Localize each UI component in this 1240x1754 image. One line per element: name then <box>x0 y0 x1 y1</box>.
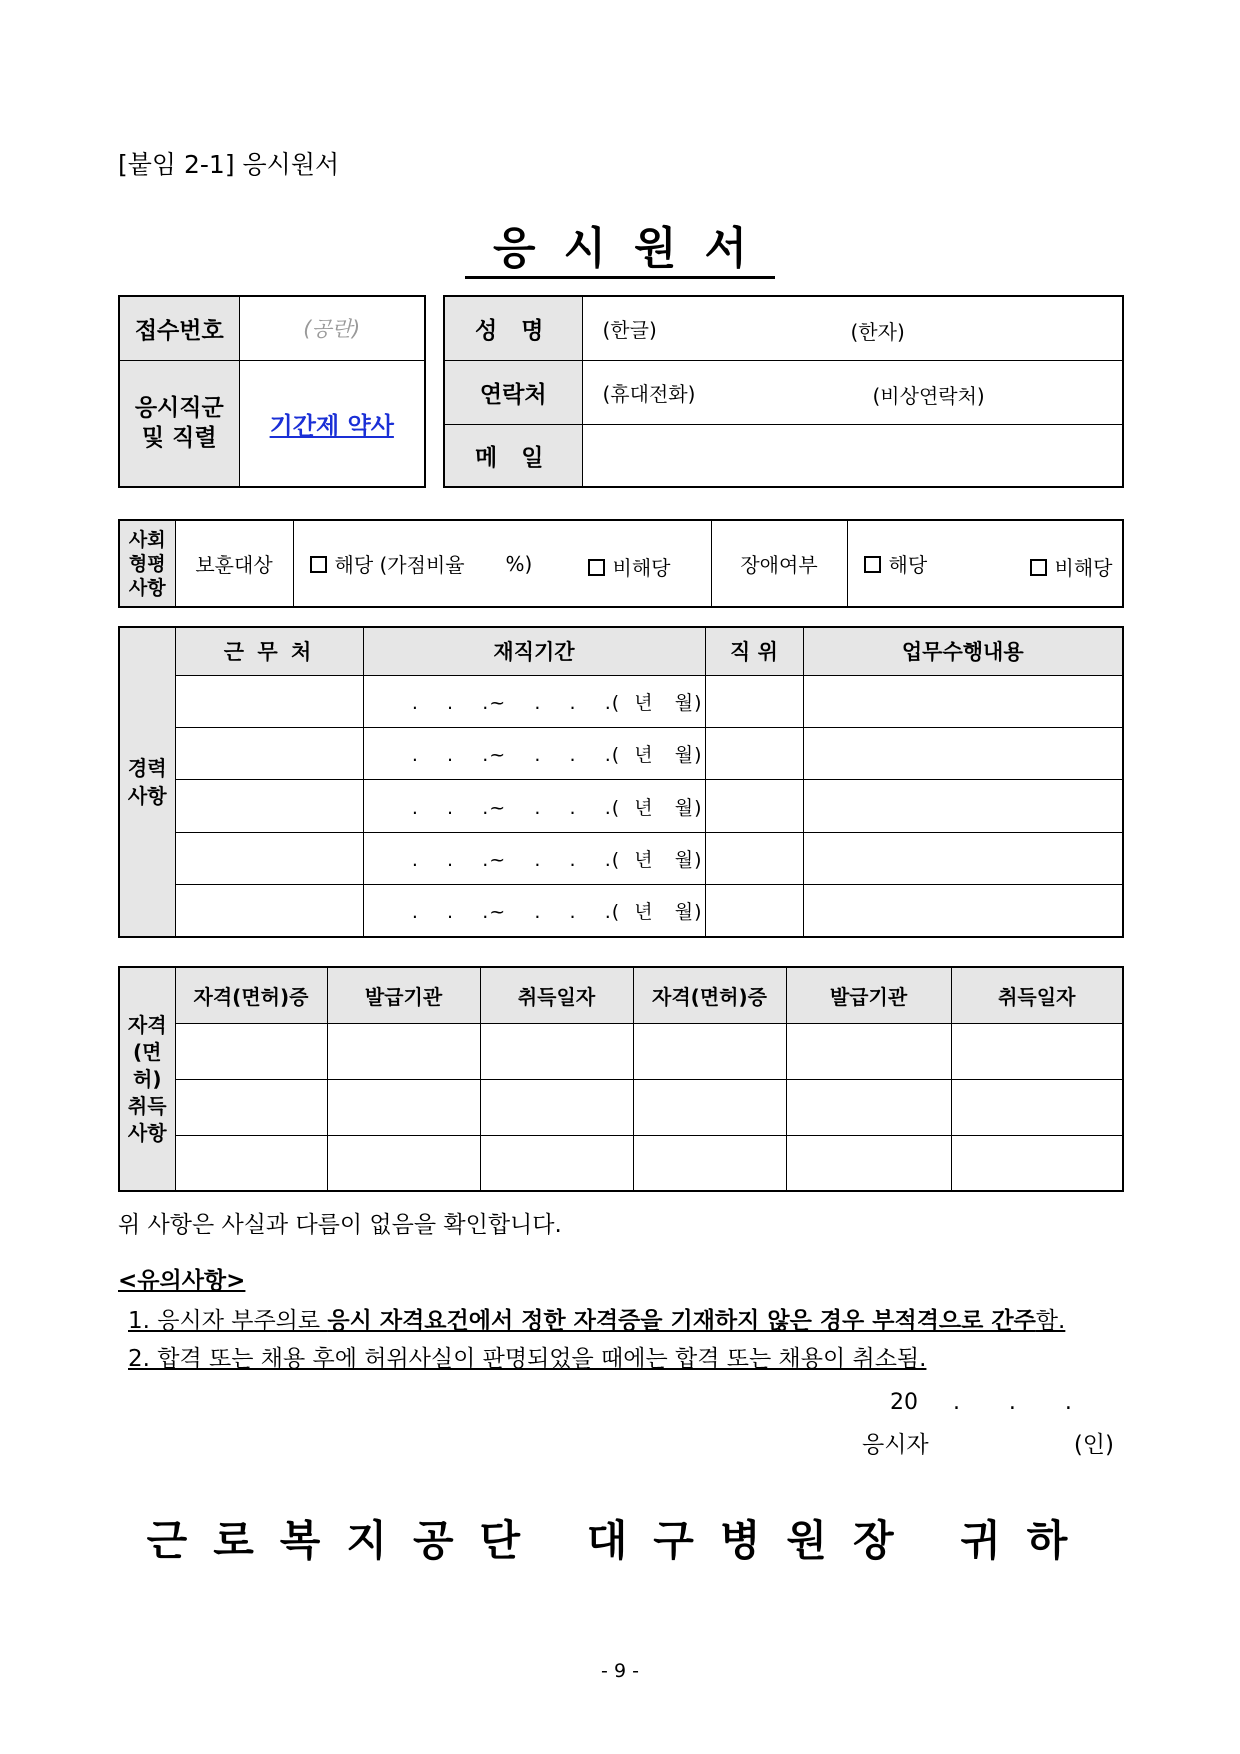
license-cell[interactable] <box>175 1135 327 1191</box>
license-cell[interactable] <box>327 1135 480 1191</box>
career-duties-cell[interactable] <box>803 728 1123 780</box>
career-workplace-cell[interactable] <box>175 728 363 780</box>
disability-yes-label: 해당 <box>888 553 928 577</box>
license-cell[interactable] <box>786 1079 951 1135</box>
career-position-cell[interactable] <box>705 832 803 884</box>
license-header-name: 자격(면허)증 <box>633 967 786 1023</box>
license-cell[interactable] <box>951 1023 1123 1079</box>
name-label: 성 명 <box>444 296 582 360</box>
career-workplace-cell[interactable] <box>175 832 363 884</box>
job-category-value-cell <box>239 360 425 487</box>
notice-item-1-lead: 1. 응시자 부주의로 <box>128 1308 328 1334</box>
social-equity-label <box>119 520 175 607</box>
notice-item-1-emphasis: 응시 자격요건에서 정한 자격증을 기재하지 않은 경우 부적격으로 간주 <box>327 1308 1036 1334</box>
notice-heading: <유의사항> <box>118 1268 246 1294</box>
license-header-name: 자격(면허)증 <box>175 967 327 1023</box>
email-field[interactable] <box>582 424 1123 487</box>
license-side-label-2: (면허) <box>133 1039 162 1091</box>
license-cell[interactable] <box>633 1079 786 1135</box>
disability-no-option <box>1030 552 1113 581</box>
name-field[interactable] <box>582 296 1123 360</box>
job-category-label-line1: 응시직군 <box>134 395 224 422</box>
license-cell[interactable] <box>327 1079 480 1135</box>
notice-item-2: 2. 합격 또는 채용 후에 허위사실이 판명되었을 때에는 합격 또는 채용이 취소됨. <box>128 1346 927 1372</box>
name-korean-label: (한글) <box>602 317 657 342</box>
career-position-cell[interactable] <box>705 675 803 727</box>
license-cell[interactable] <box>786 1023 951 1079</box>
applicant-label: 응시자 <box>862 1432 929 1458</box>
email-label: 메 일 <box>444 424 582 487</box>
form-title <box>0 212 1240 276</box>
license-cell[interactable] <box>633 1023 786 1079</box>
career-side-label <box>119 627 175 937</box>
license-cell[interactable] <box>480 1023 633 1079</box>
license-cell[interactable] <box>175 1079 327 1135</box>
license-cell[interactable] <box>786 1135 951 1191</box>
career-duties-cell[interactable] <box>803 780 1123 832</box>
career-duties-cell[interactable] <box>803 832 1123 884</box>
contact-mobile-label: (휴대전화) <box>602 381 696 406</box>
career-header-duties: 업무수행내용 <box>803 627 1123 675</box>
license-cell[interactable] <box>327 1023 480 1079</box>
career-side-label-1: 경력 <box>127 756 167 780</box>
veteran-label: 보훈대상 <box>175 520 293 607</box>
applicant-signature <box>862 1426 1114 1459</box>
name-hanja-label: (한자) <box>850 320 905 344</box>
career-workplace-cell[interactable] <box>175 675 363 727</box>
license-header-date: 취득일자 <box>951 967 1123 1023</box>
notice-item-1 <box>128 1302 1065 1335</box>
career-header-workplace: 근 무 처 <box>175 627 363 675</box>
job-category-label <box>119 360 239 487</box>
confirmation-statement: 위 사항은 사실과 다름이 없음을 확인합니다. <box>118 1212 562 1238</box>
career-duties-cell[interactable] <box>803 675 1123 727</box>
receipt-number-value: (공란) <box>239 296 425 360</box>
date-line[interactable]: 20 . . . <box>890 1390 1072 1415</box>
disability-label: 장애여부 <box>711 520 847 607</box>
attachment-label: [붙임 2-1] 응시원서 <box>118 150 340 179</box>
social-equity-label-2: 형평 <box>128 552 166 575</box>
career-workplace-cell[interactable] <box>175 780 363 832</box>
license-cell[interactable] <box>951 1079 1123 1135</box>
veteran-no-label: 비해당 <box>612 556 671 580</box>
veteran-percent-label: %) <box>505 552 533 576</box>
notice-item-1-tail: 함. <box>1035 1308 1066 1334</box>
career-position-cell[interactable] <box>705 885 803 937</box>
career-side-label-2: 사항 <box>127 784 167 808</box>
social-equity-label-3: 사항 <box>128 576 166 599</box>
receipt-number-label: 접수번호 <box>119 296 239 360</box>
job-category-value: 기간제 약사 <box>269 411 394 440</box>
license-header-issuer: 발급기관 <box>327 967 480 1023</box>
career-period-cell[interactable]: . . .~ . . .( 년 월) <box>363 885 705 937</box>
contact-field[interactable] <box>582 360 1123 424</box>
social-equity-label-1: 사회 <box>128 528 166 551</box>
career-period-cell[interactable]: . . .~ . . .( 년 월) <box>363 832 705 884</box>
license-side-label-4: 사항 <box>127 1120 167 1145</box>
license-header-date: 취득일자 <box>480 967 633 1023</box>
career-table <box>118 626 1124 938</box>
license-cell[interactable] <box>951 1135 1123 1191</box>
job-category-label-line2: 및 직렬 <box>141 425 217 452</box>
career-period-cell[interactable]: . . .~ . . .( 년 월) <box>363 675 705 727</box>
addressee: 근로복지공단 대구병원장 귀하 <box>146 1516 1094 1565</box>
license-side-label-3: 취득 <box>127 1093 167 1118</box>
license-side-label <box>119 967 175 1191</box>
veteran-no-option <box>588 552 671 581</box>
disability-yes-checkbox[interactable] <box>864 556 881 573</box>
form-title-text: 응시원서 <box>465 223 775 279</box>
page-number: - 9 - <box>601 1660 639 1682</box>
career-duties-cell[interactable] <box>803 885 1123 937</box>
disability-no-label: 비해당 <box>1054 556 1113 580</box>
career-position-cell[interactable] <box>705 728 803 780</box>
career-position-cell[interactable] <box>705 780 803 832</box>
veteran-yes-label: 해당 (가점비율 <box>334 553 465 577</box>
career-header-period: 재직기간 <box>363 627 705 675</box>
career-header-position: 직 위 <box>705 627 803 675</box>
veteran-options <box>293 520 711 607</box>
veteran-no-checkbox[interactable] <box>588 559 605 576</box>
disability-options <box>847 520 1123 607</box>
license-table <box>118 966 1124 1192</box>
seal-label[interactable]: (인) <box>1073 1432 1114 1458</box>
license-side-label-1: 자격 <box>127 1012 167 1037</box>
career-workplace-cell[interactable] <box>175 885 363 937</box>
personal-info-table <box>443 295 1124 488</box>
license-cell[interactable] <box>633 1135 786 1191</box>
receipt-table <box>118 295 426 488</box>
veteran-yes-checkbox[interactable] <box>310 556 327 573</box>
contact-label: 연락처 <box>444 360 582 424</box>
license-cell[interactable] <box>175 1023 327 1079</box>
social-equity-table <box>118 519 1124 608</box>
career-period-cell[interactable]: . . .~ . . .( 년 월) <box>363 728 705 780</box>
contact-emergency-label: (비상연락처) <box>872 383 985 408</box>
license-header-issuer: 발급기관 <box>786 967 951 1023</box>
career-period-cell[interactable]: . . .~ . . .( 년 월) <box>363 780 705 832</box>
license-cell[interactable] <box>480 1135 633 1191</box>
license-cell[interactable] <box>480 1079 633 1135</box>
disability-no-checkbox[interactable] <box>1030 559 1047 576</box>
